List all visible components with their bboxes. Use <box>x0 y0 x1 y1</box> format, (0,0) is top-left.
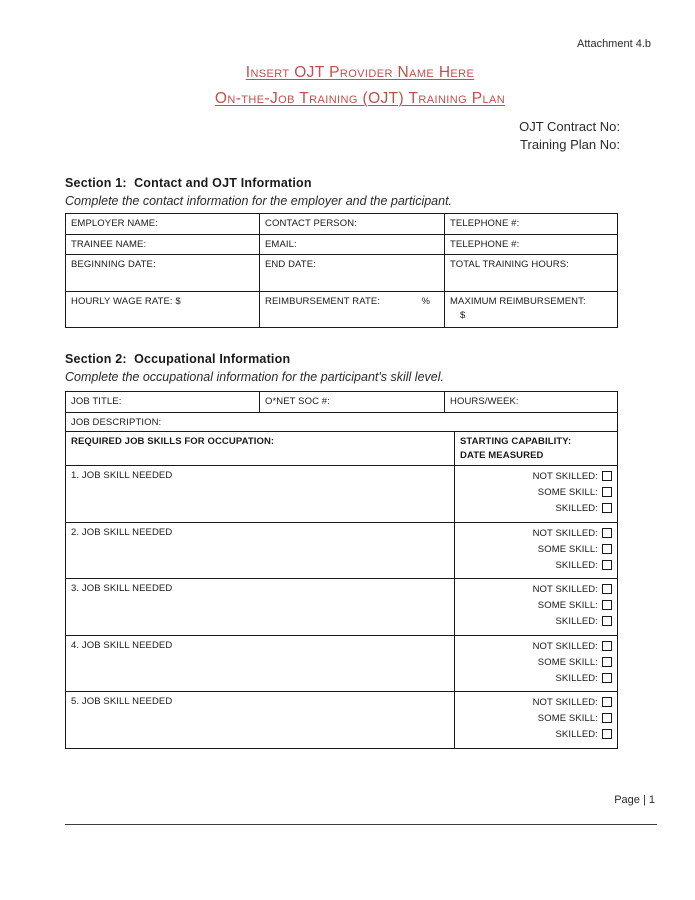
not-skilled-checkbox-1[interactable] <box>602 471 612 481</box>
beginning-date-label: BEGINNING DATE: <box>71 259 156 270</box>
some-skill-label: SOME SKILL: <box>537 487 598 498</box>
occupational-info-table <box>65 391 618 749</box>
trainee-name-label: TRAINEE NAME: <box>71 239 147 250</box>
page-number: Page | 1 <box>614 794 655 806</box>
total-training-hours-label: TOTAL TRAINING HOURS: <box>444 255 617 291</box>
reference-numbers <box>519 118 620 154</box>
job-skill-1-label: 1. JOB SKILL NEEDED <box>71 470 173 481</box>
skilled-checkbox-3[interactable] <box>602 616 612 626</box>
not-skilled-checkbox-3[interactable] <box>602 584 612 594</box>
some-skill-label: SOME SKILL: <box>537 713 598 724</box>
some-skill-checkbox-1[interactable] <box>602 487 612 497</box>
maximum-reimbursement-cell <box>444 292 617 327</box>
not-skilled-label: NOT SKILLED: <box>532 640 598 652</box>
starting-capability-header <box>454 432 617 465</box>
table-row <box>66 214 617 234</box>
some-skill-checkbox-3[interactable] <box>602 600 612 610</box>
footer-divider <box>65 824 657 825</box>
job-skill-3-label: 3. JOB SKILL NEEDED <box>71 583 173 594</box>
capability-cell-4 <box>454 636 617 692</box>
capability-cell-1 <box>454 466 617 522</box>
skilled-label: SKILLED: <box>555 729 598 740</box>
job-skill-5-label: 5. JOB SKILL NEEDED <box>71 696 173 707</box>
telephone-label: TELEPHONE #: <box>444 214 617 234</box>
table-row <box>66 392 617 412</box>
skilled-checkbox-5[interactable] <box>602 729 612 739</box>
capability-cell-3 <box>454 579 617 635</box>
hours-week-label: HOURS/WEEK: <box>444 392 617 412</box>
skilled-label: SKILLED: <box>555 503 598 514</box>
required-skills-header: REQUIRED JOB SKILLS FOR OCCUPATION: <box>71 436 275 447</box>
telephone-label: TELEPHONE #: <box>444 235 617 254</box>
training-plan-no-label: Training Plan No: <box>520 137 620 152</box>
contact-info-table <box>65 213 618 328</box>
contact-person-label: CONTACT PERSON: <box>259 214 444 234</box>
not-skilled-checkbox-5[interactable] <box>602 697 612 707</box>
capability-cell-5 <box>454 692 617 748</box>
end-date-label: END DATE: <box>259 255 444 291</box>
not-skilled-label: NOT SKILLED: <box>532 584 598 595</box>
table-row <box>66 291 617 327</box>
skill-row-2 <box>66 522 617 579</box>
table-row <box>66 234 617 254</box>
some-skill-checkbox-4[interactable] <box>602 657 612 667</box>
provider-name-title: Insert OJT Provider Name Here <box>245 64 475 81</box>
date-measured-label: DATE MEASURED <box>460 450 544 461</box>
section1-instruction: Complete the contact information for the employer and the participant. <box>65 194 453 208</box>
reimbursement-rate-label: REIMBURSEMENT RATE: <box>265 296 381 307</box>
section1-heading: Section 1: Contact and OJT Information <box>65 176 312 190</box>
job-description-label: JOB DESCRIPTION: <box>71 417 162 428</box>
some-skill-label: SOME SKILL: <box>537 656 598 668</box>
skilled-checkbox-2[interactable] <box>602 560 612 570</box>
maximum-reimbursement-label: MAXIMUM REIMBURSEMENT: <box>450 296 586 307</box>
job-title-label: JOB TITLE: <box>71 396 122 407</box>
skill-row-5 <box>66 691 617 748</box>
ojt-contract-no-label: OJT Contract No: <box>519 119 620 134</box>
onet-soc-label: O*NET SOC #: <box>259 392 444 412</box>
hourly-wage-rate-label: HOURLY WAGE RATE: $ <box>71 296 181 307</box>
employer-name-label: EMPLOYER NAME: <box>71 218 158 229</box>
job-skill-4-label: 4. JOB SKILL NEEDED <box>71 639 173 651</box>
reimbursement-rate-cell <box>259 292 444 327</box>
skilled-checkbox-1[interactable] <box>602 503 612 513</box>
table-row <box>66 431 617 465</box>
some-skill-label: SOME SKILL: <box>537 543 598 555</box>
dollar-sign: $ <box>460 310 466 321</box>
job-skill-2-label: 2. JOB SKILL NEEDED <box>71 526 173 538</box>
title-block <box>65 64 655 108</box>
skill-row-1 <box>66 465 617 522</box>
percent-sign: % <box>421 296 430 307</box>
attachment-label: Attachment 4.b <box>577 38 651 50</box>
starting-capability-label: STARTING CAPABILITY: <box>460 436 572 447</box>
not-skilled-label: NOT SKILLED: <box>532 697 598 708</box>
skill-row-4 <box>66 635 617 692</box>
table-row <box>66 412 617 431</box>
email-label: EMAIL: <box>259 235 444 254</box>
not-skilled-label: NOT SKILLED: <box>532 527 598 539</box>
some-skill-checkbox-2[interactable] <box>602 544 612 554</box>
not-skilled-checkbox-4[interactable] <box>602 641 612 651</box>
section2-heading: Section 2: Occupational Information <box>65 352 291 366</box>
document-title: On-the-Job Training (OJT) Training Plan <box>214 90 506 107</box>
skilled-label: SKILLED: <box>555 616 598 627</box>
skilled-checkbox-4[interactable] <box>602 673 612 683</box>
table-row <box>66 254 617 291</box>
capability-cell-2 <box>454 523 617 579</box>
not-skilled-checkbox-2[interactable] <box>602 528 612 538</box>
section2-instruction: Complete the occupational information for the participant's skill level. <box>65 370 444 384</box>
some-skill-label: SOME SKILL: <box>537 600 598 611</box>
some-skill-checkbox-5[interactable] <box>602 713 612 723</box>
not-skilled-label: NOT SKILLED: <box>532 471 598 482</box>
skilled-label: SKILLED: <box>555 559 598 571</box>
skilled-label: SKILLED: <box>555 672 598 684</box>
skill-row-3 <box>66 578 617 635</box>
